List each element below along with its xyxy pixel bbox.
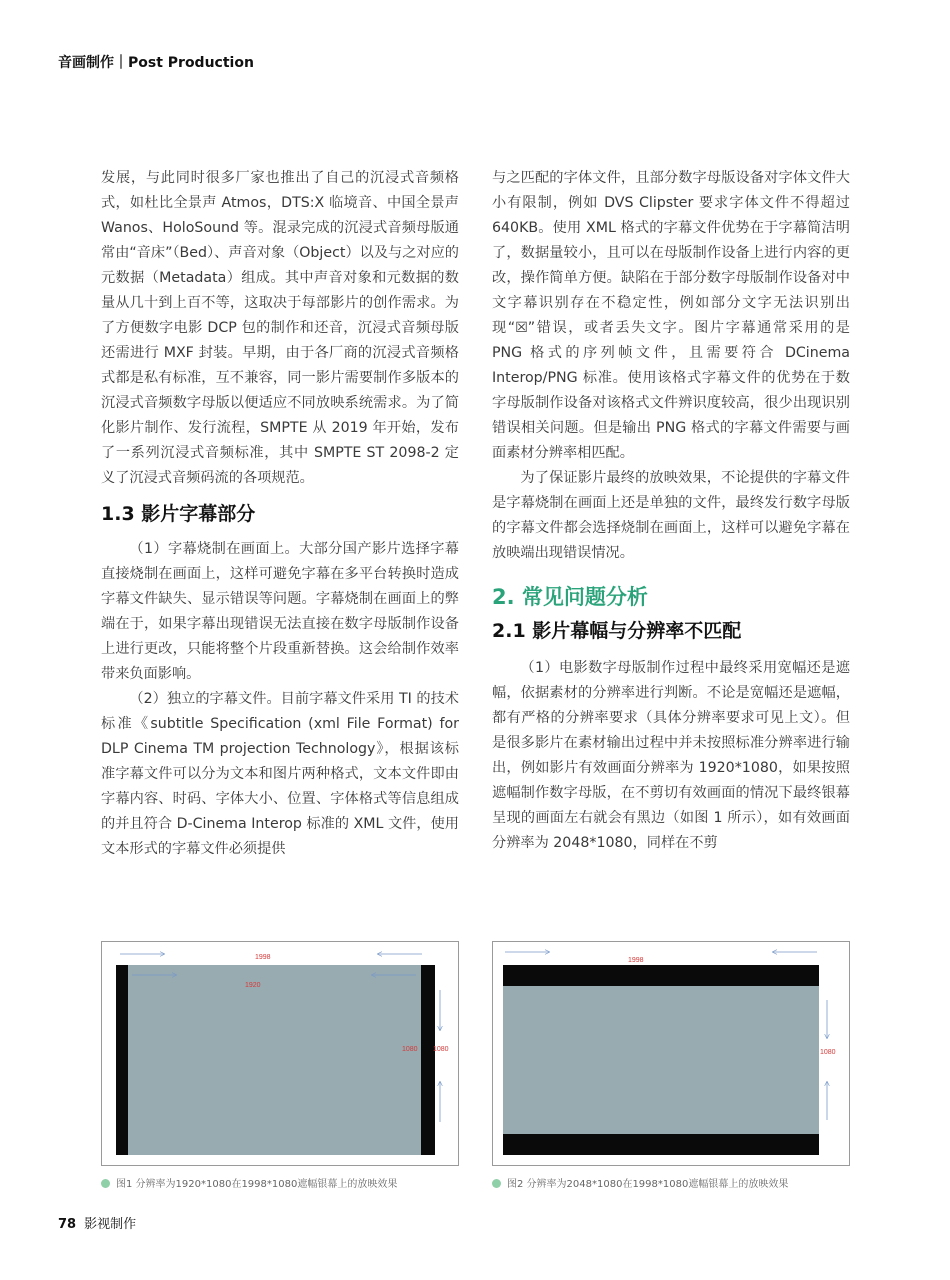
label-height-inner: 1080 <box>402 1046 418 1053</box>
paragraph: 为了保证影片最终的放映效果，不论提供的字幕文件是字幕烧制在画面上还是单独的文件，最终发行数字母版的字幕文件都会选择烧制在画面上，这样可以避免字幕在放映端出现错误情况。 <box>492 470 850 561</box>
section-heading-2-1: 2.1 影片幕幅与分辨率不匹配 <box>492 620 742 642</box>
right-column <box>492 166 850 856</box>
page-footer <box>58 1213 136 1232</box>
paragraph: （2）独立的字幕文件。目前字幕文件采用 TI 的技术标准《subtitle Specification (xml File Format) for DLP Cinema TM projection Technology》，根据该标准字幕文件可以分为文本和图片两种格式，文本文件即由字幕内容、时码、字体大小、位置、字体格式等信息组成的并且符合 D-Cinema Interop 标准的 XML 文件，使用文本形式的字幕文件必须提供 <box>101 691 459 857</box>
publication-name: 影视制作 <box>84 1217 137 1232</box>
label-width-inner: 1920 <box>245 982 261 989</box>
caption-bullet-icon <box>492 1179 501 1188</box>
section-heading-2: 2. 常见问题分析 <box>492 585 648 609</box>
figure-2-caption <box>492 1175 788 1190</box>
figure-1-diagram <box>102 942 458 1165</box>
paragraph: （1）字幕烧制在画面上。大部分国产影片选择字幕直接烧制在画面上，这样可避免字幕在多平台转换时造成字幕文件缺失、显示错误等问题。字幕烧制在画面上的弊端在于，如果字幕出现错误无法直接在数字母版制作设备上进行更改，只能将整个片段重新替换。这会给制作效率带来负面影响。 <box>101 541 459 682</box>
caption-bullet-icon <box>101 1179 110 1188</box>
running-header: 音画制作｜Post Production <box>58 55 254 71</box>
label-height-outer: 1080 <box>433 1046 449 1053</box>
image-area <box>128 965 421 1155</box>
label-height: 1080 <box>820 1049 836 1056</box>
paragraph: （1）电影数字母版制作过程中最终采用宽幅还是遮幅，依据素材的分辨率进行判断。不论是宽幅还是遮幅，都有严格的分辨率要求（具体分辨率要求可见上文）。但是很多影片在素材输出过程中并未按照标准分辨率进行输出，例如影片有效画面分辨率为 1920*1080，如果按照遮幅制作数字母版，在不剪切有效画面的情况下最终银幕呈现的画面左右就会有黑边（如图 1 所示），如有效画面分辨率为 2048*1080，同样在不剪 <box>492 660 850 851</box>
figure-1-caption <box>101 1175 397 1190</box>
caption-text: 图2 分辨率为2048*1080在1998*1080遮幅银幕上的放映效果 <box>507 1179 789 1190</box>
black-bar-bottom <box>503 1134 819 1155</box>
figure-2 <box>492 941 850 1166</box>
paragraph: 发展，与此同时很多厂家也推出了自己的沉浸式音频格式，如杜比全景声 Atmos，DTS:X 临境音、中国全景声 Wanos、HoloSound 等。混录完成的沉浸式音频母版通常由“音床”（Bed）、声音对象（Object）以及与之对应的元数据（Metadata）组成。其中声音对象和元数据的数量从几十到上百不等，这取决于每部影片的创作需求。为了方便数字电影 DCP 包的制作和还音，沉浸式音频母版还需进行 MXF 封装。早期，由于各厂商的沉浸式音频格式都是私有标准，互不兼容，同一影片需要制作多版本的沉浸式音频数字母版以便适应不同放映系统需求。为了简化影片制作、发行流程，SMPTE 从 2019 年开始，发布了一系列沉浸式音频标准，其中 SMPTE ST 2098-2 定义了沉浸式音频码流的各项规范。 <box>101 170 459 486</box>
black-bar-top <box>503 965 819 986</box>
left-column <box>101 166 459 862</box>
image-area <box>503 965 819 1155</box>
figure-1 <box>101 941 459 1166</box>
paragraph: 与之匹配的字体文件，且部分数字母版设备对字体文件大小有限制，例如 DVS Clipster 要求字体文件不得超过 640KB。使用 XML 格式的字幕文件优势在于字幕简洁明了，数据量较小，且可以在母版制作设备上进行内容的更改，操作简单方便。缺陷在于部分数字母版制作设备对中文字幕识别存在不稳定性，例如部分文字无法识别出现“☒”错误，或者丢失文字。图片字幕通常采用的是 PNG 格式的序列帧文件，且需要符合 DCinema Interop/PNG 标准。使用该格式字幕文件的优势在于数字母版制作设备对该格式文件辨识度较高，很少出现识别错误相关问题。但是输出 PNG 格式的字幕文件需要与画面素材分辨率相匹配。 <box>492 170 850 461</box>
label-width-outer: 1998 <box>255 954 271 961</box>
page-number: 78 <box>58 1217 77 1232</box>
caption-text: 图1 分辨率为1920*1080在1998*1080遮幅银幕上的放映效果 <box>116 1179 398 1190</box>
section-heading-1-3: 1.3 影片字幕部分 <box>101 503 256 525</box>
label-width: 1998 <box>628 957 644 964</box>
figure-2-diagram <box>493 942 849 1165</box>
